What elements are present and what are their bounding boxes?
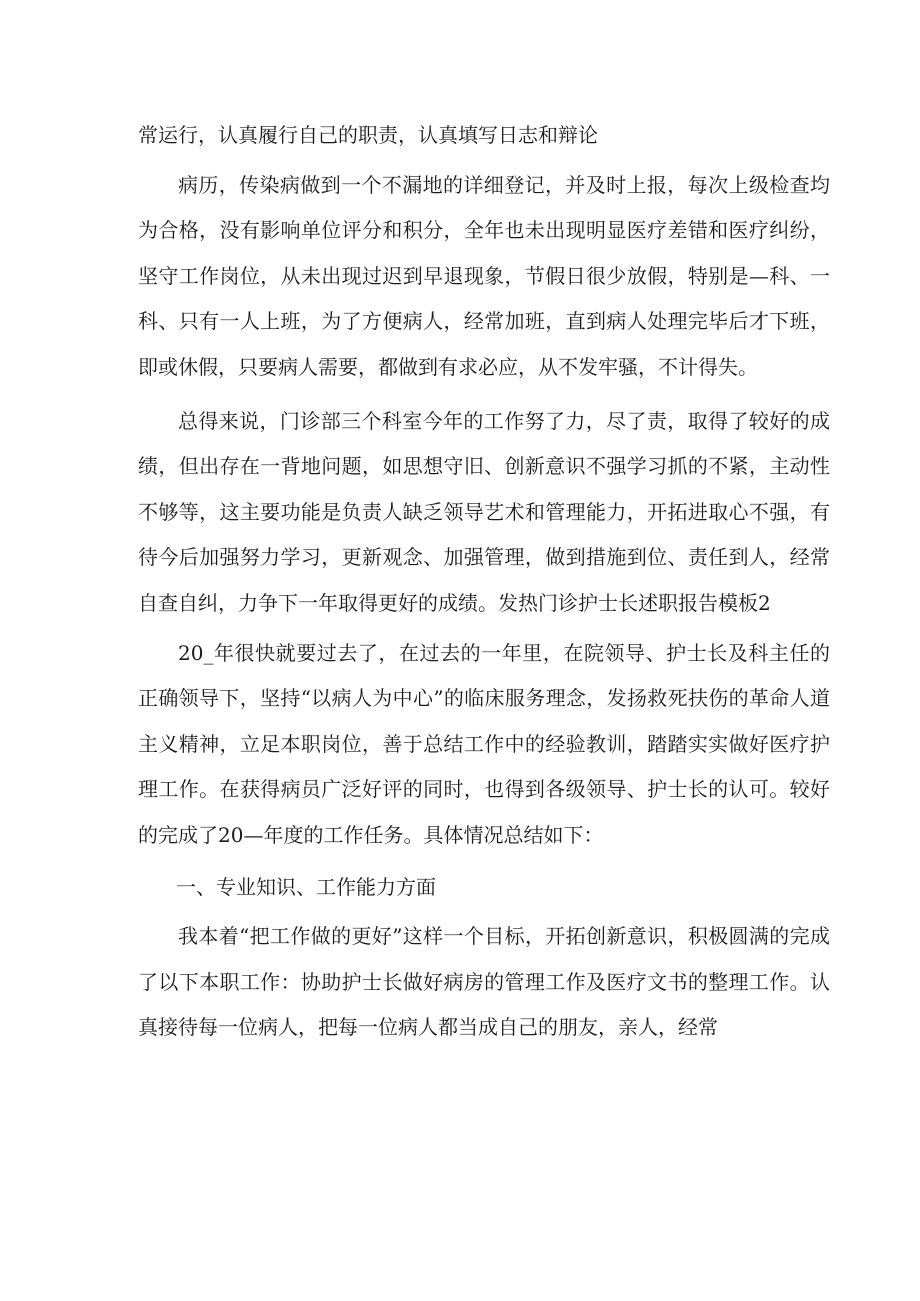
paragraph-work-goals: 我本着“把工作做的更好”这样一个目标，开拓创新意识，积极圆满的完成了以下本职工作：协助护士长做好病房的管理工作及医疗文书的整理工作。认真接待每一位病人，把每一位病人都当成自己的朋友，亲人，经常 (138, 924, 830, 1040)
paragraph-medical-records: 病历，传染病做到一个不漏地的详细登记，并及时上报，每次上级检查均为合格，没有影响单位评分和积分，全年也未出现明显医疗差错和医疗纠纷，坚守工作岗位，从未出现过迟到早退现象，节假日很少放假，特别是—科、一科、只有一人上班，为了方便病人，经常加班，直到病人处理完毕后才下班，即或休假，只要病人需要，都做到有求必应，从不发牢骚，不计得失。 (138, 172, 830, 379)
paragraph-summary: 总得来说，门诊部三个科室今年的工作努了力，尽了责，取得了较好的成绩，但出存在一背地问题，如思想守旧、创新意识不强学习抓的不紧，主动性不够等，这主要功能是负责人缺乏领导艺术和管理能力，开拓进取心不强，有待今后加强努力学习，更新观念、加强管理，做到措施到位、责任到人，经常自查自纠，力争下一年取得更好的成绩。发热门诊护士长述职报告模板2 (138, 408, 830, 615)
section-heading: 一、专业知识、工作能力方面 (176, 874, 436, 899)
paragraph-continuation: 常运行，认真履行自己的职责，认真填写日志和辩论 (138, 123, 598, 147)
paragraph-year-review: 20_年很快就要过去了，在过去的一年里，在院领导、护士长及科主任的正确领导下，坚持“以病人为中心”的临床服务理念，发扬救死扶伤的革命人道主义精神，立足本职岗位，善于总结工作中的经验教训，踏踏实实做好医疗护理工作。在获得病员广泛好评的同时，也得到各级领导、护士长的认可。较好的完成了20—年度的工作任务。具体情况总结如下： (138, 640, 830, 847)
